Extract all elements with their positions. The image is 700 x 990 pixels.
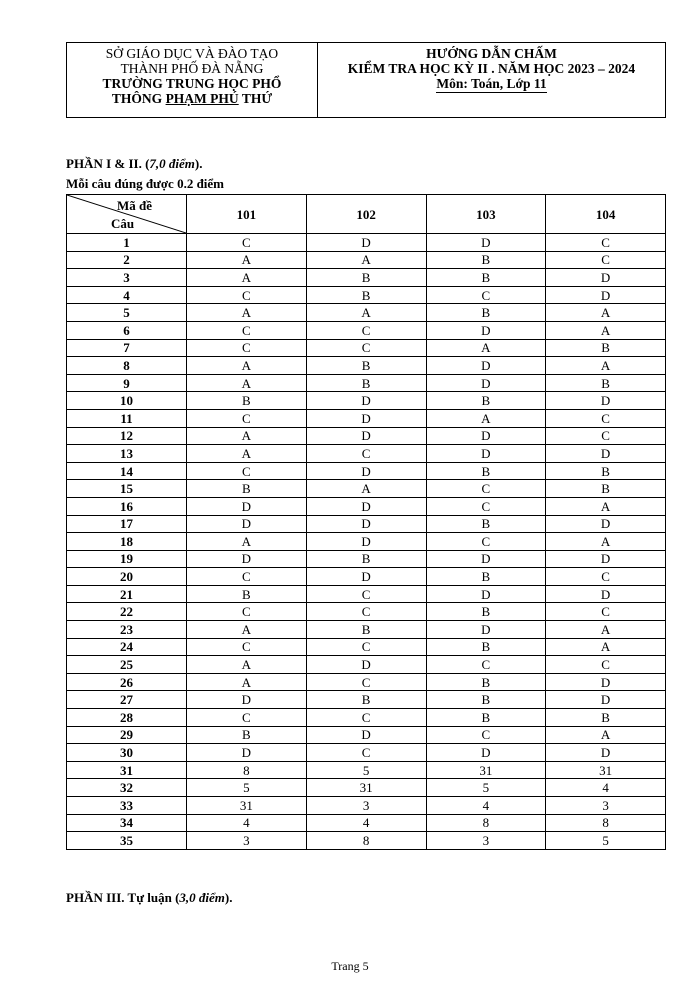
answer-cell: C <box>187 321 307 339</box>
table-row <box>67 286 666 304</box>
answer-cell: B <box>426 269 546 287</box>
exam-code-label: Mã đề <box>116 198 152 213</box>
answer-cell: C <box>187 234 307 252</box>
answer-cell: C <box>546 251 666 269</box>
answer-cell: A <box>187 251 307 269</box>
table-row <box>67 304 666 322</box>
answer-cell: B <box>426 568 546 586</box>
answer-cell: C <box>426 533 546 551</box>
answer-cell: D <box>306 515 426 533</box>
answer-cell: B <box>306 374 426 392</box>
answer-cell: B <box>546 339 666 357</box>
table-row <box>67 445 666 463</box>
answer-cell: A <box>187 533 307 551</box>
answer-cell: D <box>426 321 546 339</box>
table-row <box>67 691 666 709</box>
answer-cell: A <box>426 409 546 427</box>
question-number-cell: 27 <box>67 691 187 709</box>
answer-cell: D <box>546 445 666 463</box>
answer-cell: C <box>187 638 307 656</box>
answer-cell: C <box>426 480 546 498</box>
answer-cell: 4 <box>306 814 426 832</box>
answer-cell: B <box>426 515 546 533</box>
question-number-cell: 13 <box>67 445 187 463</box>
table-row <box>67 814 666 832</box>
question-number-cell: 24 <box>67 638 187 656</box>
answer-cell: D <box>306 409 426 427</box>
table-row <box>67 744 666 762</box>
question-number-cell: 19 <box>67 550 187 568</box>
table-header-row <box>67 195 666 234</box>
answer-cell: A <box>187 656 307 674</box>
answer-cell: C <box>187 568 307 586</box>
question-number-cell: 33 <box>67 797 187 815</box>
table-row <box>67 709 666 727</box>
answer-cell: B <box>187 392 307 410</box>
answer-cell: C <box>306 445 426 463</box>
table-row <box>67 638 666 656</box>
question-number-cell: 29 <box>67 726 187 744</box>
table-row <box>67 761 666 779</box>
answer-cell: B <box>426 709 546 727</box>
answer-cell: A <box>187 304 307 322</box>
question-number-cell: 21 <box>67 585 187 603</box>
table-row <box>67 656 666 674</box>
answer-cell: C <box>187 603 307 621</box>
answer-cell: B <box>306 550 426 568</box>
answer-cell: D <box>546 585 666 603</box>
document-header <box>66 42 666 118</box>
question-number-cell: 4 <box>67 286 187 304</box>
table-row <box>67 797 666 815</box>
answer-cell: D <box>546 691 666 709</box>
table-row <box>67 409 666 427</box>
answer-cell: B <box>426 392 546 410</box>
answer-cell: 3 <box>546 797 666 815</box>
answer-cell: D <box>306 234 426 252</box>
question-number-cell: 17 <box>67 515 187 533</box>
answer-cell: 3 <box>306 797 426 815</box>
question-number-cell: 35 <box>67 832 187 850</box>
question-number-cell: 15 <box>67 480 187 498</box>
answer-cell: B <box>187 480 307 498</box>
answer-cell: D <box>426 234 546 252</box>
table-row <box>67 392 666 410</box>
answer-cell: C <box>187 709 307 727</box>
code-header: 101 <box>187 195 307 234</box>
corner-header-cell <box>67 195 187 234</box>
table-row <box>67 726 666 744</box>
answer-cell: 5 <box>306 761 426 779</box>
table-row <box>67 603 666 621</box>
answer-cell: A <box>187 269 307 287</box>
answer-cell: D <box>426 550 546 568</box>
answer-cell: B <box>546 374 666 392</box>
department-line: SỞ GIÁO DỤC VÀ ĐÀO TẠO <box>105 46 279 61</box>
answer-cell: C <box>546 234 666 252</box>
answer-cell: A <box>546 533 666 551</box>
question-number-cell: 16 <box>67 497 187 515</box>
table-row <box>67 269 666 287</box>
question-number-cell: 7 <box>67 339 187 357</box>
doc-title: HƯỚNG DẪN CHẤM <box>426 46 557 61</box>
answer-cell: A <box>187 673 307 691</box>
answer-cell: B <box>306 357 426 375</box>
table-row <box>67 374 666 392</box>
answer-cell: B <box>426 251 546 269</box>
subject-line: Môn: Toán, Lớp 11 <box>436 76 547 91</box>
question-number-cell: 18 <box>67 533 187 551</box>
table-row <box>67 234 666 252</box>
answer-cell: D <box>426 744 546 762</box>
question-number-cell: 20 <box>67 568 187 586</box>
answer-cell: C <box>187 462 307 480</box>
code-header: 103 <box>426 195 546 234</box>
answer-cell: A <box>306 480 426 498</box>
answer-cell: D <box>546 392 666 410</box>
table-row <box>67 568 666 586</box>
answer-cell: C <box>426 726 546 744</box>
table-row <box>67 673 666 691</box>
answer-cell: B <box>426 638 546 656</box>
answer-cell: B <box>426 691 546 709</box>
answer-cell: C <box>306 339 426 357</box>
answer-cell: C <box>306 673 426 691</box>
answer-cell: D <box>426 427 546 445</box>
answer-cell: D <box>187 550 307 568</box>
answer-cell: D <box>426 621 546 639</box>
page-number: Trang 5 <box>331 959 369 973</box>
question-number-cell: 1 <box>67 234 187 252</box>
answer-cell: A <box>187 374 307 392</box>
answer-cell: 3 <box>426 832 546 850</box>
answer-cell: 31 <box>426 761 546 779</box>
answer-cell: C <box>187 339 307 357</box>
answer-cell: D <box>546 269 666 287</box>
section-1-note: Mỗi câu đúng được 0.2 điểm <box>66 176 225 191</box>
section-3-title: PHẦN III. Tự luận (3,0 điểm). <box>66 890 233 905</box>
answer-cell: 8 <box>187 761 307 779</box>
answer-cell: A <box>546 357 666 375</box>
answer-cell: D <box>306 533 426 551</box>
answer-cell: C <box>306 709 426 727</box>
answer-cell: C <box>546 656 666 674</box>
answer-cell: A <box>546 621 666 639</box>
answer-cell: A <box>187 621 307 639</box>
table-row <box>67 462 666 480</box>
answer-cell: D <box>426 445 546 463</box>
answer-cell: B <box>306 286 426 304</box>
exam-title: KIỂM TRA HỌC KỲ II . NĂM HỌC 2023 – 2024 <box>347 61 636 76</box>
question-number-cell: 8 <box>67 357 187 375</box>
answer-cell: A <box>187 427 307 445</box>
answer-cell: C <box>306 321 426 339</box>
answer-cell: A <box>546 726 666 744</box>
answer-cell: A <box>546 304 666 322</box>
question-number-cell: 6 <box>67 321 187 339</box>
answer-cell: B <box>546 462 666 480</box>
table-row <box>67 621 666 639</box>
answer-cell: C <box>426 286 546 304</box>
table-row <box>67 321 666 339</box>
answer-cell: B <box>306 269 426 287</box>
answer-cell: 8 <box>306 832 426 850</box>
question-number-cell: 9 <box>67 374 187 392</box>
answer-cell: C <box>546 603 666 621</box>
answer-cell: B <box>426 462 546 480</box>
answer-cell: D <box>187 691 307 709</box>
answer-cell: C <box>306 744 426 762</box>
answer-cell: A <box>187 357 307 375</box>
answer-cell: A <box>426 339 546 357</box>
school-name-line2: THÔNG PHẠM PHÚ THỨ <box>111 91 273 106</box>
table-row <box>67 585 666 603</box>
answer-cell: D <box>546 515 666 533</box>
question-number-cell: 31 <box>67 761 187 779</box>
answer-cell: D <box>187 497 307 515</box>
answer-cell: C <box>546 409 666 427</box>
answer-cell: B <box>306 691 426 709</box>
question-number-cell: 12 <box>67 427 187 445</box>
question-number-cell: 30 <box>67 744 187 762</box>
table-row <box>67 515 666 533</box>
answer-cell: D <box>546 744 666 762</box>
answer-cell: B <box>187 726 307 744</box>
answer-cell: D <box>306 568 426 586</box>
answer-cell: D <box>187 744 307 762</box>
answer-cell: C <box>546 427 666 445</box>
question-label: Câu <box>111 216 135 231</box>
question-number-cell: 26 <box>67 673 187 691</box>
table-row <box>67 251 666 269</box>
answer-cell: C <box>426 656 546 674</box>
table-row <box>67 427 666 445</box>
answer-cell: C <box>187 409 307 427</box>
question-number-cell: 11 <box>67 409 187 427</box>
answer-cell: D <box>306 392 426 410</box>
answer-cell: A <box>306 251 426 269</box>
answer-key-table <box>66 194 666 850</box>
answer-cell: B <box>306 621 426 639</box>
code-header: 104 <box>546 195 666 234</box>
question-number-cell: 10 <box>67 392 187 410</box>
answer-cell: C <box>546 568 666 586</box>
table-row <box>67 832 666 850</box>
exam-info <box>318 43 665 117</box>
answer-cell: 5 <box>546 832 666 850</box>
table-row <box>67 533 666 551</box>
answer-cell: D <box>546 550 666 568</box>
answer-cell: C <box>306 585 426 603</box>
answer-cell: A <box>546 321 666 339</box>
answer-cell: D <box>306 427 426 445</box>
question-number-cell: 23 <box>67 621 187 639</box>
answer-cell: A <box>546 497 666 515</box>
answer-cell: 31 <box>187 797 307 815</box>
table-row <box>67 480 666 498</box>
question-number-cell: 22 <box>67 603 187 621</box>
table-row <box>67 357 666 375</box>
answer-cell: B <box>426 603 546 621</box>
answer-cell: 3 <box>187 832 307 850</box>
question-number-cell: 28 <box>67 709 187 727</box>
answer-cell: 31 <box>306 779 426 797</box>
answer-cell: 5 <box>187 779 307 797</box>
answer-cell: A <box>546 638 666 656</box>
question-number-cell: 3 <box>67 269 187 287</box>
answer-cell: D <box>426 374 546 392</box>
answer-cell: 4 <box>546 779 666 797</box>
section-1-title: PHẦN I & II. (7,0 điểm). <box>66 156 203 171</box>
answer-cell: 4 <box>187 814 307 832</box>
table-row <box>67 550 666 568</box>
answer-cell: B <box>187 585 307 603</box>
answer-cell: 8 <box>426 814 546 832</box>
answer-cell: C <box>306 638 426 656</box>
answer-cell: D <box>306 726 426 744</box>
answer-cell: B <box>426 304 546 322</box>
question-number-cell: 14 <box>67 462 187 480</box>
answer-cell: D <box>306 656 426 674</box>
answer-cell: A <box>306 304 426 322</box>
answer-cell: D <box>426 357 546 375</box>
answer-cell: C <box>426 497 546 515</box>
answer-cell: 5 <box>426 779 546 797</box>
answer-cell: B <box>546 709 666 727</box>
answer-cell: 8 <box>546 814 666 832</box>
answer-cell: B <box>426 673 546 691</box>
answer-cell: B <box>546 480 666 498</box>
table-row <box>67 779 666 797</box>
school-info <box>67 43 318 117</box>
answer-cell: D <box>546 286 666 304</box>
answer-cell: D <box>426 585 546 603</box>
question-number-cell: 25 <box>67 656 187 674</box>
code-header: 102 <box>306 195 426 234</box>
question-number-cell: 32 <box>67 779 187 797</box>
city-line: THÀNH PHỐ ĐÀ NẴNG <box>120 61 264 76</box>
table-row <box>67 497 666 515</box>
answer-cell: A <box>187 445 307 463</box>
school-name-line1: TRƯỜNG TRUNG HỌC PHỔ <box>102 76 282 91</box>
answer-cell: 31 <box>546 761 666 779</box>
answer-cell: D <box>306 497 426 515</box>
answer-rows <box>67 234 666 850</box>
answer-cell: 4 <box>426 797 546 815</box>
answer-cell: C <box>306 603 426 621</box>
answer-cell: D <box>187 515 307 533</box>
question-number-cell: 5 <box>67 304 187 322</box>
table-row <box>67 339 666 357</box>
answer-cell: D <box>546 673 666 691</box>
answer-cell: D <box>306 462 426 480</box>
answer-cell: C <box>187 286 307 304</box>
question-number-cell: 34 <box>67 814 187 832</box>
question-number-cell: 2 <box>67 251 187 269</box>
